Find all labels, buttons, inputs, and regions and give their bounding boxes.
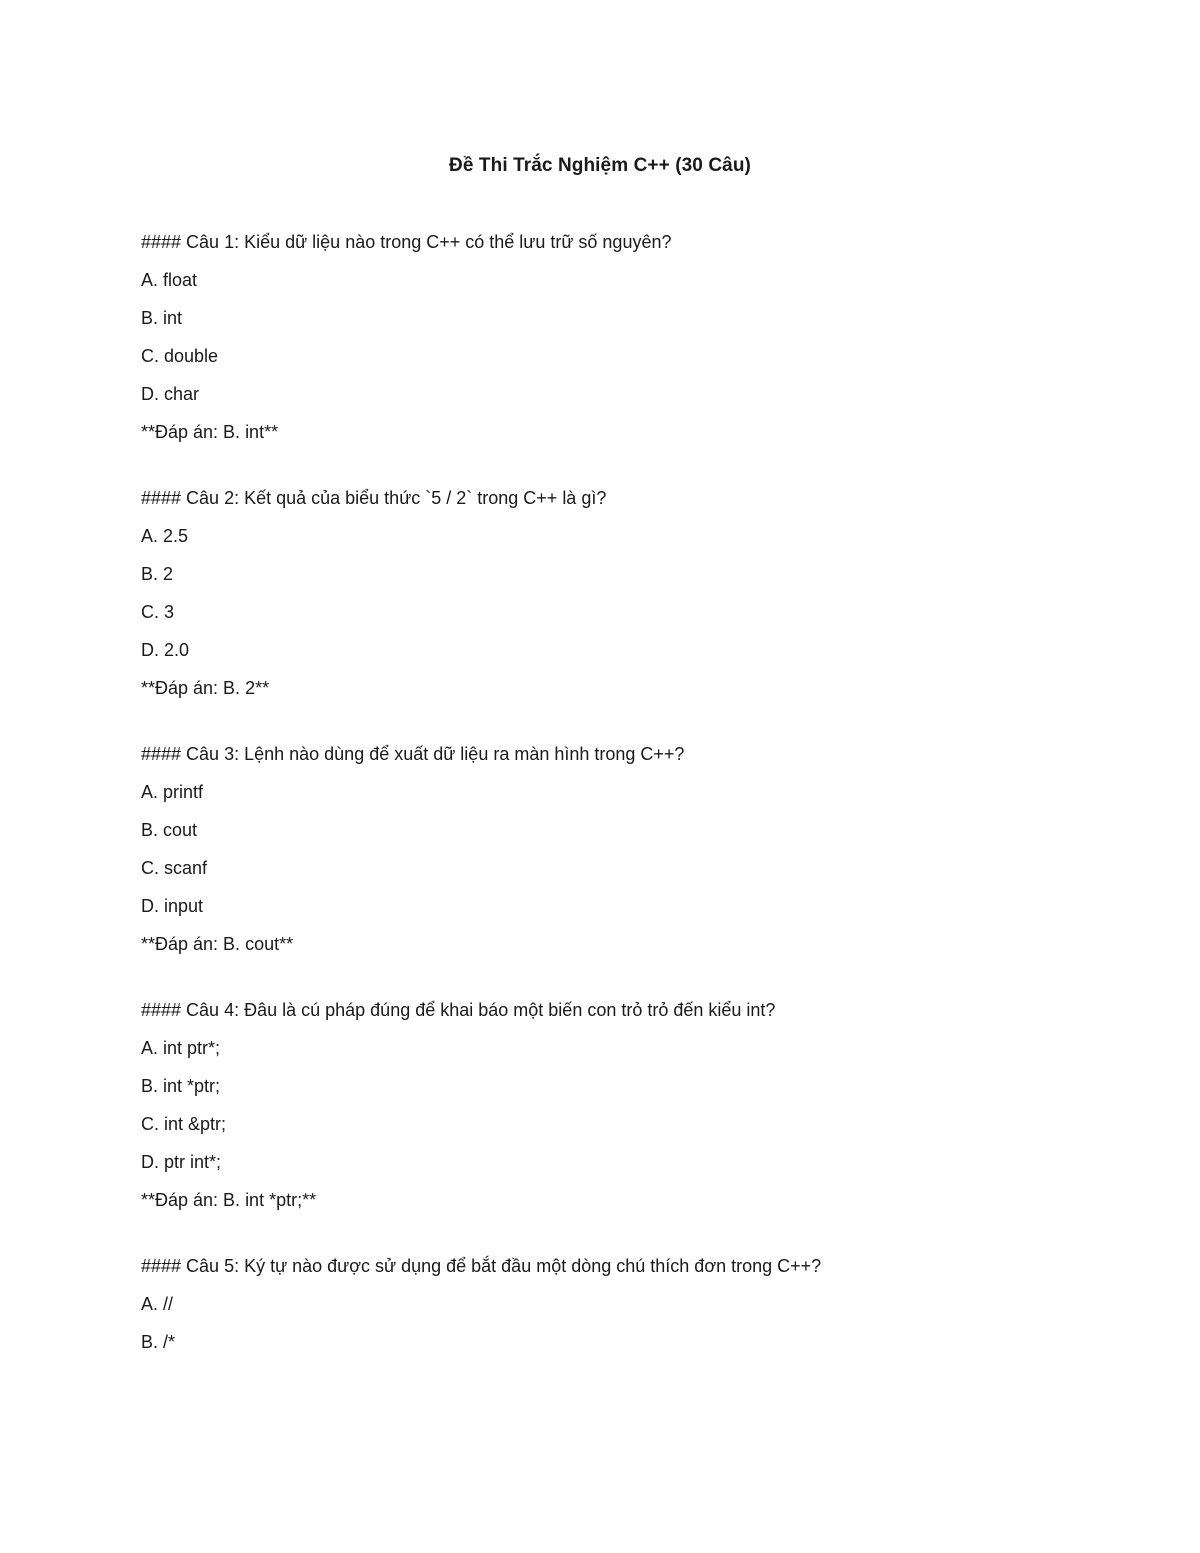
question-1 [141, 228, 1101, 446]
question-heading: #### Câu 4: Đâu là cú pháp đúng để khai báo một biến con trỏ trỏ đến kiểu int? [141, 1000, 776, 1020]
option-b: B. /* [141, 1332, 176, 1352]
question-heading: #### Câu 3: Lệnh nào dùng để xuất dữ liệu ra màn hình trong C++? [141, 744, 685, 764]
option-b: B. 2 [141, 564, 174, 584]
option-b: B. int *ptr; [141, 1076, 221, 1096]
option-b: B. int [141, 308, 183, 328]
option-d: D. char [141, 384, 200, 404]
option-c: C. double [141, 346, 219, 366]
question-3 [141, 740, 1101, 958]
option-a: A. 2.5 [141, 526, 189, 546]
question-list [141, 228, 1101, 1394]
option-a: A. float [141, 270, 198, 290]
option-d: D. input [141, 896, 204, 916]
option-c: C. 3 [141, 602, 175, 622]
question-heading: #### Câu 1: Kiểu dữ liệu nào trong C++ có thể lưu trữ số nguyên? [141, 232, 672, 252]
question-heading: #### Câu 2: Kết quả của biểu thức `5 / 2` trong C++ là gì? [141, 488, 607, 508]
question-4 [141, 996, 1101, 1214]
question-5 [141, 1252, 1101, 1356]
answer-line: **Đáp án: B. int *ptr;** [141, 1190, 317, 1210]
question-heading: #### Câu 5: Ký tự nào được sử dụng để bắt đầu một dòng chú thích đơn trong C++? [141, 1256, 822, 1276]
option-a: A. int ptr*; [141, 1038, 221, 1058]
page-title: Đề Thi Trắc Nghiệm C++ (30 Câu) [449, 155, 751, 176]
option-d: D. ptr int*; [141, 1152, 222, 1172]
answer-line: **Đáp án: B. int** [141, 422, 279, 442]
option-c: C. scanf [141, 858, 208, 878]
option-d: D. 2.0 [141, 640, 190, 660]
answer-line: **Đáp án: B. cout** [141, 934, 294, 954]
option-a: A. // [141, 1294, 174, 1314]
answer-line: **Đáp án: B. 2** [141, 678, 270, 698]
option-a: A. printf [141, 782, 204, 802]
option-c: C. int &ptr; [141, 1114, 227, 1134]
option-b: B. cout [141, 820, 198, 840]
question-2 [141, 484, 1101, 702]
